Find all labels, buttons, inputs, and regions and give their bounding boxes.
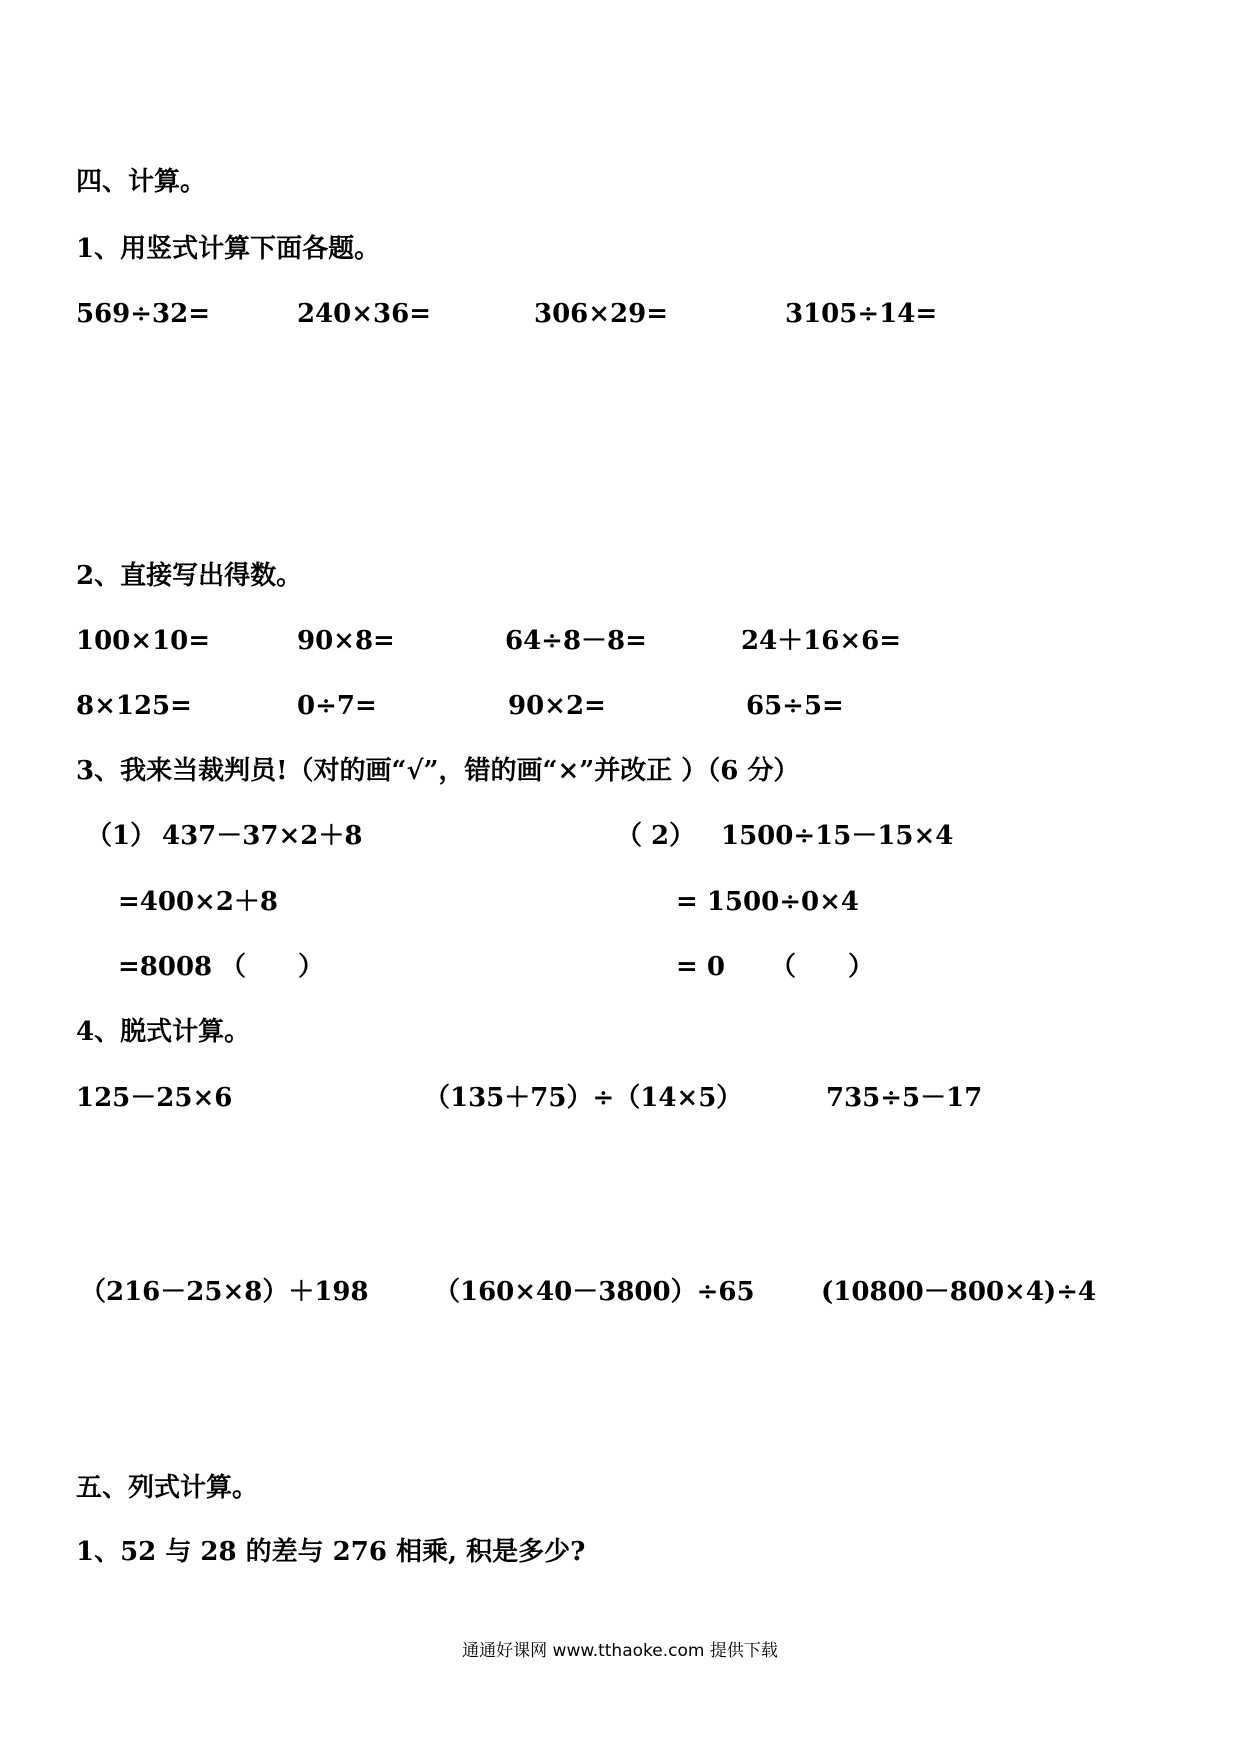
q4-row2-item-2: （160×40－3800）÷65 <box>434 1277 755 1307</box>
q1-item-2: 240×36= <box>297 299 432 329</box>
q3-left-expression: 437－37×2＋8 <box>162 821 363 851</box>
q2-row2-item-3: 90×2= <box>508 691 606 721</box>
q2-row2-item-2: 0÷7= <box>297 691 377 721</box>
q3-heading: 3、我来当裁判员!（对的画“√”，错的画“×”并改正 ）（6 分） <box>76 756 800 786</box>
q3-left-label: （1） <box>86 821 157 851</box>
q3-right-expression: 1500÷15－15×4 <box>721 821 954 851</box>
q3-left-answer-bracket: （ ） <box>220 952 325 982</box>
q1-item-3: 306×29= <box>534 299 669 329</box>
q2-row2-item-1: 8×125= <box>76 691 192 721</box>
footer-credit: 通通好课网 www.tthaoke.com 提供下载 <box>462 1641 778 1661</box>
q3-left-step-1: =400×2＋8 <box>118 887 279 917</box>
q2-row1-item-4: 24＋16×6= <box>741 626 902 656</box>
section-5-title: 五、列式计算。 <box>76 1473 259 1503</box>
q4-row2-item-1: （216－25×8）＋198 <box>80 1277 369 1307</box>
q2-heading: 2、直接写出得数。 <box>76 561 303 591</box>
q4-row1-item-1: 125－25×6 <box>76 1083 233 1113</box>
q3-right-label: （ 2） <box>616 821 696 851</box>
q1-item-4: 3105÷14= <box>785 299 938 329</box>
q4-row1-item-2: （135＋75）÷（14×5） <box>424 1083 743 1113</box>
q1-item-1: 569÷32= <box>76 299 211 329</box>
q1-heading: 1、用竖式计算下面各题。 <box>76 234 381 264</box>
q3-right-step-2: = 0 <box>676 952 725 982</box>
q4-row2-item-3: (10800－800×4)÷4 <box>821 1277 1097 1307</box>
q4-heading: 4、脱式计算。 <box>76 1017 251 1047</box>
q2-row1-item-1: 100×10= <box>76 626 211 656</box>
q4-row1-item-3: 735÷5－17 <box>826 1083 983 1113</box>
q2-row2-item-4: 65÷5= <box>746 691 844 721</box>
section-5-q1: 1、52 与 28 的差与 276 相乘, 积是多少? <box>76 1537 586 1567</box>
section-4-title: 四、计算。 <box>76 167 207 197</box>
q3-left-step-2: =8008 <box>118 952 213 982</box>
q3-right-answer-bracket: （ ） <box>770 952 875 982</box>
q2-row1-item-3: 64÷8－8= <box>505 626 647 656</box>
q2-row1-item-2: 90×8= <box>297 626 395 656</box>
q3-right-step-1: = 1500÷0×4 <box>676 887 859 917</box>
